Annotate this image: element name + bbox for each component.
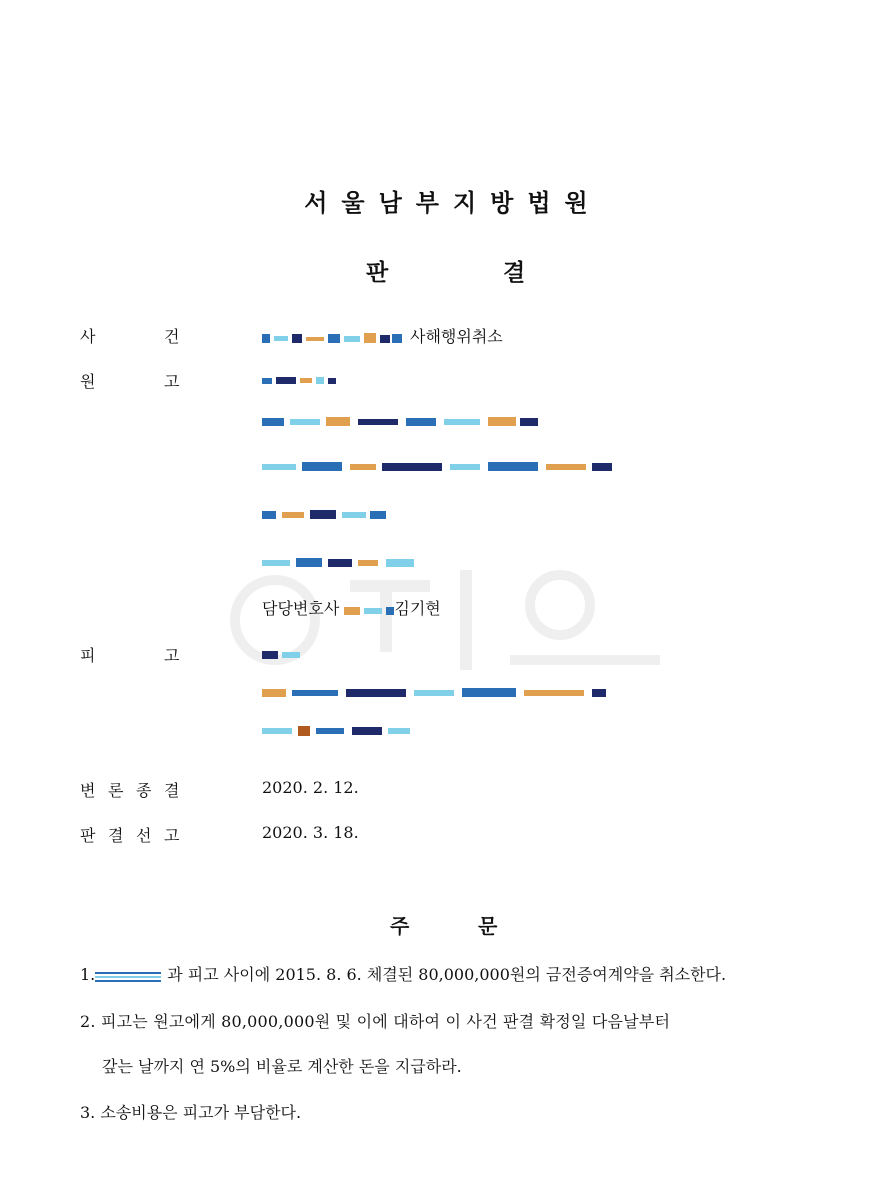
judgment-date: 2020. 3. 18. (262, 823, 359, 842)
item-text: 소송비용은 피고가 부담한다. (100, 1103, 302, 1122)
closing-label-char-3: 종 (136, 781, 152, 800)
closing-label-char-1: 변 (80, 781, 96, 800)
judgment-label-char-4: 고 (164, 826, 180, 845)
closing-label-char-4: 결 (164, 781, 180, 800)
defendant-label-char-2: 고 (164, 646, 180, 665)
disposition-item-2-continuation: 갚는 날까지 연 5%의 비율로 계산한 돈을 지급하라. (102, 1057, 462, 1076)
defendant-label-char-1: 피 (80, 646, 96, 665)
attorney-prefix: 담당변호사 (262, 599, 340, 618)
plaintiff-address-redacted-1 (262, 410, 538, 429)
item-text: 과 피고 사이에 2015. 8. 6. 체결된 80,000,000원의 금전증여계약을 취소한다. (167, 965, 727, 984)
case-label-char-2: 건 (164, 327, 180, 346)
plaintiff-label-char-1: 원 (80, 372, 96, 391)
closing-label-char-2: 론 (108, 781, 124, 800)
disposition-item-3 (80, 1100, 301, 1123)
plaintiff-name-redacted (262, 369, 336, 388)
item-number: 2. (80, 1012, 96, 1031)
plaintiff-address-redacted-2 (262, 455, 612, 474)
case-title: 사해행위취소 (410, 327, 503, 346)
disposition-heading-char-1: 주 (390, 914, 410, 938)
redacted-party (95, 969, 161, 983)
disposition-heading-char-2: 문 (478, 914, 498, 938)
plaintiff-counsel-redacted-2 (262, 551, 414, 570)
plaintiff-attorney (262, 596, 441, 619)
defendant-address-redacted-1 (262, 681, 606, 700)
watermark-logo (230, 560, 670, 680)
disposition-item-2 (80, 1009, 670, 1032)
plaintiff-counsel-redacted-1 (262, 503, 386, 522)
doc-type-char-1: 판 (366, 260, 389, 286)
item-number: 3. (80, 1103, 96, 1122)
item-number: 1. (80, 965, 96, 984)
attorney-name: 김기현 (394, 599, 441, 618)
item-text: 피고는 원고에게 80,000,000원 및 이에 대하여 이 사건 판결 확정일 다음날부터 (100, 1012, 671, 1031)
case-value (262, 324, 503, 347)
case-label-char-1: 사 (80, 327, 96, 346)
judgment-label-char-3: 선 (136, 826, 152, 845)
closing-date: 2020. 2. 12. (262, 778, 359, 797)
doc-type-char-2: 결 (503, 260, 526, 286)
defendant-address-redacted-2 (262, 719, 410, 738)
disposition-item-1 (80, 962, 726, 985)
court-name: 서울남부지방법원 (304, 189, 602, 217)
judgment-label-char-2: 결 (108, 826, 124, 845)
redacted-attorney (344, 603, 394, 617)
judgment-label-char-1: 판 (80, 826, 96, 845)
defendant-name-redacted (262, 643, 300, 662)
plaintiff-label-char-2: 고 (164, 372, 180, 391)
redacted-case-number (262, 331, 404, 345)
